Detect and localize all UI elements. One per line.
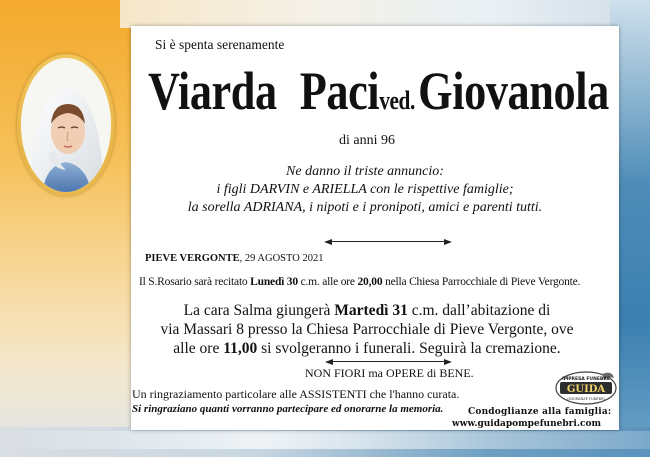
thanks-text: Un ringraziamento particolare alle ASSISTENTI che l'hanno curata. xyxy=(132,387,460,401)
thanks-text-2: Si ringraziano quanti vorranno partecipare ed onorarne la memoria. xyxy=(132,403,444,415)
date: , 29 AGOSTO 2021 xyxy=(239,253,324,264)
funeral-line: La cara Salma giungerà Martedì 31 c.m. dall’abitazione di xyxy=(183,302,551,319)
condolences-text: Condoglianze alla famiglia: xyxy=(468,407,612,417)
funeral-info xyxy=(133,301,601,358)
background-swoosh xyxy=(0,431,650,449)
website-link[interactable]: www.guidapompefunebri.com xyxy=(452,419,601,429)
rosario-text: Il S.Rosario sarà recitato Lunedì 30 c.m. alle ore 20,00 nella Chiesa Parrocchiale di Pieve Vergonte. xyxy=(139,276,581,288)
town: PIEVE VERGONTE xyxy=(145,253,240,264)
logo-sub-text: ONORANZE FUNEBRI xyxy=(567,397,605,401)
deceased-name xyxy=(148,60,609,128)
announcement xyxy=(145,163,585,217)
logo-top-text: IMPRESA FUNEBRE xyxy=(562,377,610,382)
rosario-time: 20,00 xyxy=(357,276,383,288)
announcement-line: i figli DARVIN e ARIELLA con le rispettive famiglie; xyxy=(216,182,514,197)
divider-arrow xyxy=(324,237,452,247)
married-name: Giovanola xyxy=(418,61,609,121)
intro-text: Si è spenta serenamente xyxy=(155,37,285,52)
place-date xyxy=(145,253,323,264)
ved-label: ved. xyxy=(379,86,415,115)
madonna-icon xyxy=(21,58,111,192)
funeral-line: alle ore 11,00 si svolgeranno i funerali. Seguirà la cremazione. xyxy=(173,340,561,357)
funeral-line: via Massari 8 presso la Chiesa Parrocchiale di Pieve Vergonte, ove xyxy=(160,321,574,338)
first-name: Viarda xyxy=(148,61,277,121)
no-flowers-text: NON FIORI ma OPERE di BENE. xyxy=(305,366,474,380)
madonna-portrait xyxy=(17,54,115,196)
last-name: Paci xyxy=(299,61,380,121)
background-top xyxy=(120,0,650,28)
age-text: di anni 96 xyxy=(339,133,395,148)
rosario-day: Lunedì 30 xyxy=(250,276,298,288)
announcement-line: Ne danno il triste annuncio: xyxy=(286,164,444,179)
announcement-line: la sorella ADRIANA, i nipoti e i pronipoti, amici e parenti tutti. xyxy=(187,200,543,215)
logo-name: GUIDA xyxy=(566,384,606,395)
funeral-home-logo xyxy=(554,368,618,406)
